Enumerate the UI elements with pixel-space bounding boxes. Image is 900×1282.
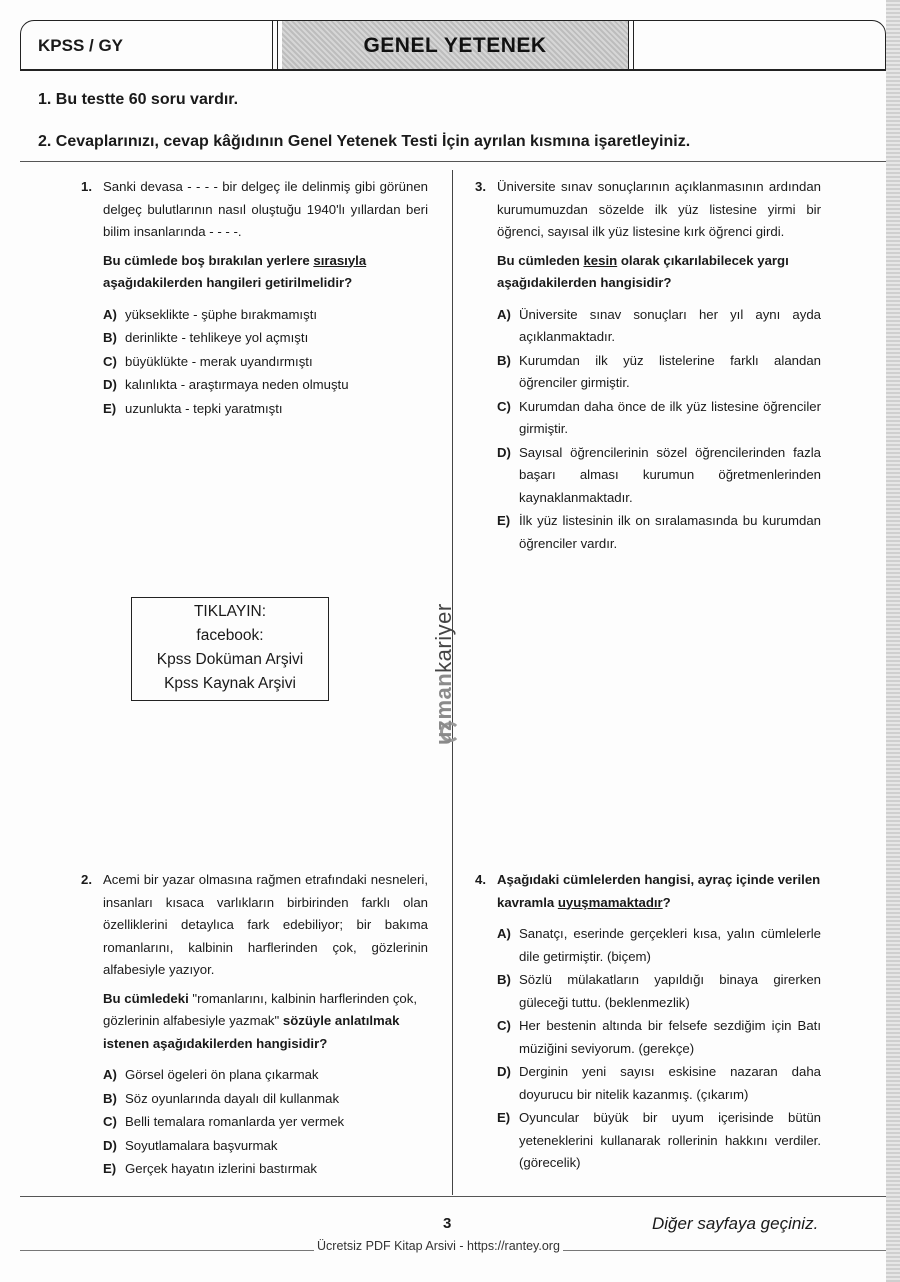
- source-credit-link[interactable]: Ücretsiz PDF Kitap Arsivi - https://rantey.org: [314, 1239, 563, 1253]
- answer-options: [103, 304, 428, 421]
- question-stem: Sanki devasa - - - - bir delgeç ile delinmiş gibi görünen delgeç bulutlarının nasıl oluştuğu 1940'lı yıllardan beri bilim insanlarında - - - -.: [103, 179, 428, 239]
- promo-box[interactable]: [131, 597, 329, 701]
- option-c[interactable]: C) Kurumdan daha önce de ilk yüz listesine öğrenciler girmiştir.: [497, 398, 821, 436]
- option-e[interactable]: E) İlk yüz listesinin ilk on sıralamasında bu kurumdan öğrenciler vardır.: [497, 513, 821, 551]
- option-c[interactable]: C) Her bestenin altında bir felsefe sezdiğim için Batı müziğini seviyorum. (gerekçe): [497, 1018, 821, 1056]
- question-prompt: Aşağıdaki cümlelerden hangisi, ayraç içinde verilen kavramla uyuşmamaktadır?: [497, 872, 821, 910]
- section-title: GENEL YETENEK: [363, 34, 547, 57]
- question-1: [81, 176, 428, 421]
- instruction-2: 2. Cevaplarınızı, cevap kâğıdının Genel Yetenek Testi İçin ayrılan kısmına işaretleyiniz.: [38, 133, 691, 150]
- promo-line: TIKLAYIN:: [193, 603, 267, 620]
- option-b[interactable]: B) Kurumdan ilk yüz listelerine farklı alandan öğrenciler girmiştir.: [497, 352, 821, 390]
- promo-line: Kpss Kaynak Arşivi: [164, 675, 296, 692]
- option-b[interactable]: B) Söz oyunlarında dayalı dil kullanmak: [103, 1090, 340, 1106]
- question-number: 1.: [81, 179, 92, 194]
- exam-label: KPSS / GY: [38, 36, 124, 55]
- promo-line: Kpss Doküman Arşivi: [156, 651, 304, 668]
- option-c[interactable]: C) büyüklükte - merak uyandırmıştı: [103, 353, 313, 369]
- option-d[interactable]: D) Sayısal öğrencilerinin sözel öğrencilerinden fazla başarı alması kurumun öğretmenlerinden kaynaklanmaktadır.: [497, 444, 821, 505]
- option-c[interactable]: C) Belli temalara romanlarda yer vermek: [103, 1114, 345, 1129]
- promo-line: facebook:: [196, 627, 264, 644]
- option-e[interactable]: E) Oyuncular büyük bir uyum içerisinde bütün yeteneklerini kullanarak rollerinin hakkını verdiler. (görecelik): [497, 1110, 821, 1170]
- answer-options: [497, 304, 821, 556]
- question-prompt: Bu cümlede boş bırakılan yerlere sırasıyla aşağıdakilerden hangileri getirilmelidir?: [103, 252, 367, 290]
- watermark: uzmankariyer: [431, 603, 456, 745]
- option-b[interactable]: B) derinlikte - tehlikeye yol açmıştı: [103, 330, 309, 345]
- option-d[interactable]: D) kalınlıkta - araştırmaya neden olmuştu: [103, 377, 349, 392]
- instructions-rule: [20, 161, 886, 162]
- instruction-1: 1. Bu testte 60 soru vardır.: [38, 91, 239, 108]
- option-a[interactable]: A) yükseklikte - şüphe bırakmamıştı: [103, 306, 318, 322]
- question-prompt: Bu cümledeki "romanlarını, kalbinin harflerinden çok, gözlerinin alfabesiyle yazmak" sözüyle anlatılmak istenen aşağıdakilerden hangisidir?: [103, 990, 418, 1051]
- header-divider: [272, 20, 278, 70]
- answer-options: [497, 923, 821, 1175]
- question-stem: Acemi bir yazar olmasına rağmen etrafındaki nesneleri, insanları kısaca varlıkların birbirinden farklı olan özelliklerini detaylıca fark edebiliyor; bir bakıma romanlarını, kalbinin harflerinden çok, gözlerinin alfabesiyle yazıyor.: [103, 872, 428, 977]
- question-number: 4.: [475, 872, 486, 887]
- question-4: [475, 869, 821, 1176]
- question-3: [475, 176, 821, 556]
- option-e[interactable]: E) uzunlukta - tepki yaratmıştı: [103, 400, 283, 416]
- footer-rule: [20, 1196, 886, 1197]
- next-page-note: Diğer sayfaya geçiniz.: [652, 1214, 819, 1233]
- option-a[interactable]: A) Sanatçı, eserinde gerçekleri kısa, yalın cümlelerle dile getirmiştir. (biçem): [497, 926, 821, 964]
- option-b[interactable]: B) Sözlü mülakatların yapıldığı binaya girerken güleceği tuttu. (beklenmezlik): [497, 972, 821, 1010]
- answer-options: [103, 1064, 428, 1181]
- option-e[interactable]: E) Gerçek hayatın izlerini bastırmak: [103, 1161, 318, 1176]
- option-a[interactable]: A) Üniversite sınav sonuçları her yıl aynı ayda açıklanmaktadır.: [497, 306, 821, 344]
- header-divider: [628, 20, 634, 70]
- header-rule: [20, 70, 886, 71]
- question-2: [81, 869, 428, 1182]
- option-d[interactable]: D) Soyutlamalara başvurmak: [103, 1137, 278, 1153]
- question-number: 3.: [475, 179, 486, 194]
- page-number: 3: [443, 1215, 452, 1232]
- question-prompt: Bu cümleden kesin olarak çıkarılabilecek yargı aşağıdakilerden hangisidir?: [497, 252, 789, 290]
- option-d[interactable]: D) Derginin yeni sayısı eskisine nazaran daha doyurucu bir nitelik kazanmış. (çıkarım): [497, 1064, 821, 1102]
- question-stem: Üniversite sınav sonuçlarının açıklanmasının ardından kurumumuzdan sözelde ilk yüz listesine yirmi bir öğrenci, sayısal ilk yüz listesine kırk öğrenci girdi.: [497, 179, 821, 239]
- option-a[interactable]: A) Görsel ögeleri ön plana çıkarmak: [103, 1067, 319, 1082]
- question-number: 2.: [81, 872, 92, 887]
- scan-edge: [886, 0, 900, 1282]
